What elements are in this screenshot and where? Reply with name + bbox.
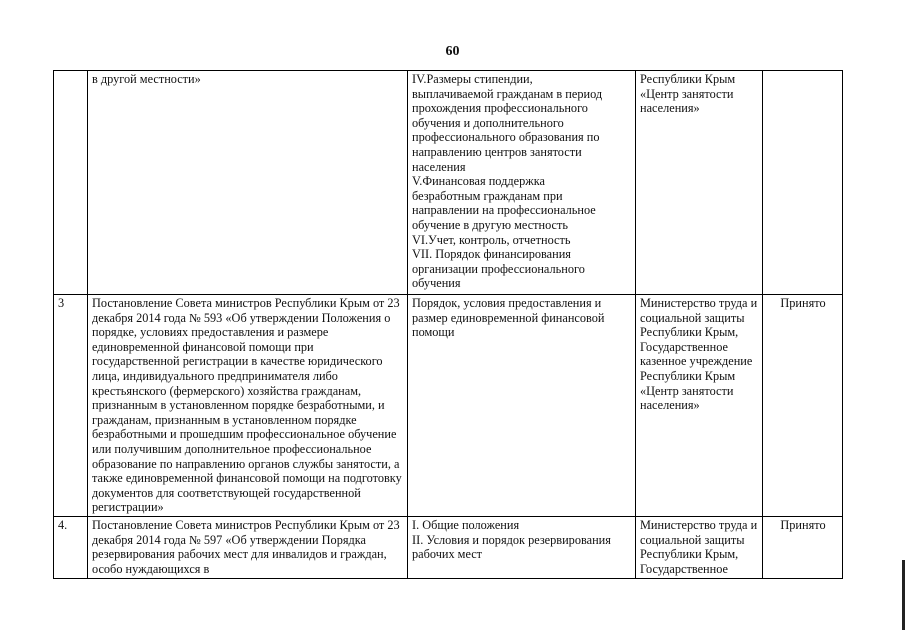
table-row [54, 71, 843, 295]
sections-cell: IV.Размеры стипендии, выплачиваемой гражданам в период прохождения профессионального обучения и дополнительного профессионального образования по направлению центров занятости населения V.Финансовая поддержка безработным гражданам при направлении на профессиональное обучение в другую местность VI.Учет, контроль, отчетность VII. Порядок финансирования организации профессионального обучения [408, 71, 636, 295]
status-cell: Принято [763, 517, 843, 579]
sections-cell: Порядок, условия предоставления и размер единовременной финансовой помощи [408, 295, 636, 517]
document-table [53, 70, 843, 579]
table-row [54, 517, 843, 579]
status-cell: Принято [763, 295, 843, 517]
page-number: 60 [445, 44, 460, 59]
document-title-cell: Постановление Совета министров Республики Крым от 23 декабря 2014 года № 597 «Об утверждении Порядка резервирования рабочих мест для инвалидов и граждан, особо нуждающихся в [88, 517, 408, 579]
row-number-cell: 4. [54, 517, 88, 579]
sections-cell: I. Общие положения II. Условия и порядок резервирования рабочих мест [408, 517, 636, 579]
document-title-cell: в другой местности» [88, 71, 408, 295]
table-row [54, 295, 843, 517]
executor-cell: Министерство труда и социальной защиты Республики Крым, Государственное казенное учреждение Республики Крым «Центр занятости населения» [636, 295, 763, 517]
row-number-cell [54, 71, 88, 295]
executor-cell: Республики Крым «Центр занятости населения» [636, 71, 763, 295]
status-cell [763, 71, 843, 295]
row-number-cell: 3 [54, 295, 88, 517]
executor-cell: Министерство труда и социальной защиты Республики Крым, Государственное [636, 517, 763, 579]
document-title-cell: Постановление Совета министров Республики Крым от 23 декабря 2014 года № 593 «Об утверждении Положения о порядке, условиях предоставления и размере единовременной финансовой помощи при государственной регистрации в качестве юридического лица, индивидуального предпринимателя либо крестьянского (фермерского) хозяйства гражданам, признанным в установленном порядке безработными, и гражданам, признанным в установленном порядке безработными и прошедшим профессиональное обучение или получившим дополнительное профессиональное образование по направлению органов службы занятости, а также единовременной финансовой помощи на подготовку документов для соответствующей государственной регистрации» [88, 295, 408, 517]
